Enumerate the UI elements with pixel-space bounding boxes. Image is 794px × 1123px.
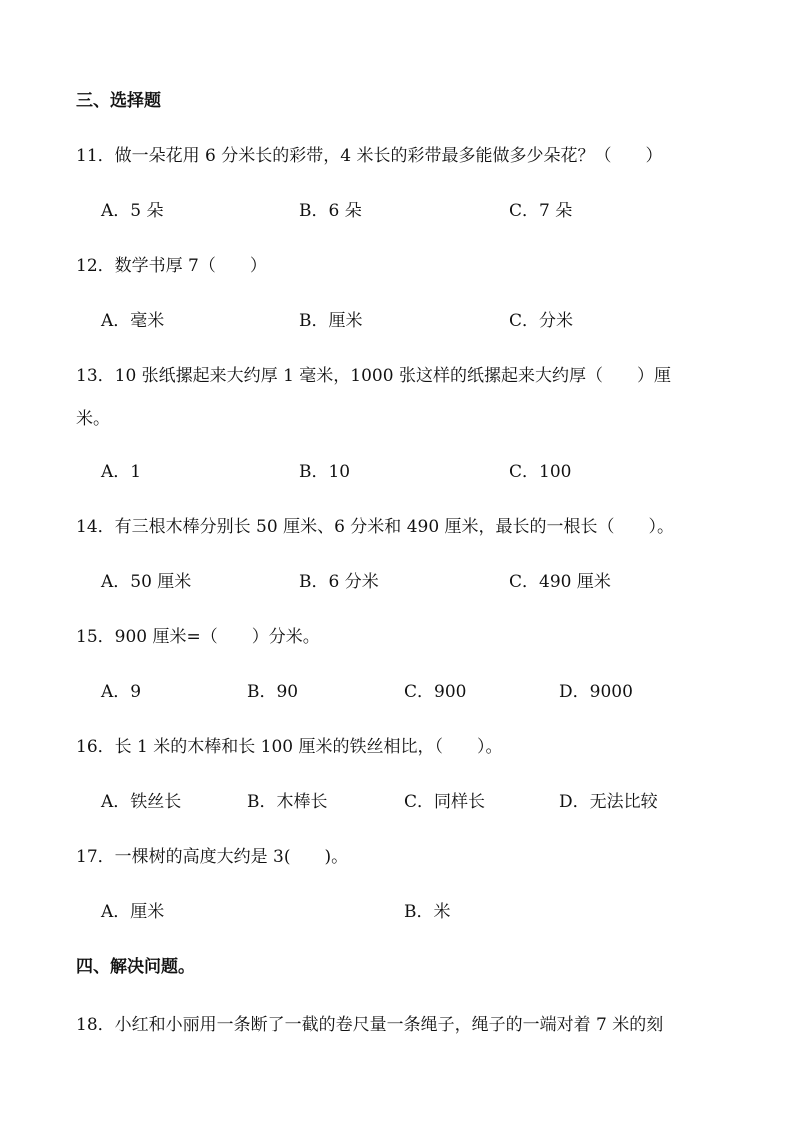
question-13-text-line2: 米。 xyxy=(76,409,110,429)
section-heading-choice: 三、选择题 xyxy=(76,91,161,111)
question-11-option-c[interactable]: C．7 朵 xyxy=(509,201,573,221)
question-13-option-b[interactable]: B．10 xyxy=(299,462,351,482)
question-14-text: 14．有三根木棒分别长 50 厘米、6 分米和 490 厘米，最长的一根长（ ）。 xyxy=(76,517,675,537)
section-heading-problem-solving: 四、解决问题。 xyxy=(76,957,195,977)
question-15-text: 15．900 厘米=（ ）分米。 xyxy=(76,627,320,647)
question-15-option-c[interactable]: C．900 xyxy=(404,682,467,702)
question-17-option-a[interactable]: A．厘米 xyxy=(101,902,165,922)
question-13-text-line1: 13．10 张纸摞起来大约厚 1 毫米，1000 张这样的纸摞起来大约厚（ ）厘 xyxy=(76,366,671,386)
question-18-text: 18．小红和小丽用一条断了一截的卷尺量一条绳子，绳子的一端对着 7 米的刻 xyxy=(76,1015,664,1035)
question-14-option-a[interactable]: A．50 厘米 xyxy=(101,572,192,592)
question-12-text: 12．数学书厚 7（ ） xyxy=(76,256,267,276)
question-12-option-a[interactable]: A．毫米 xyxy=(101,311,165,331)
question-12-option-c[interactable]: C．分米 xyxy=(509,311,574,331)
question-12-option-b[interactable]: B．厘米 xyxy=(299,311,363,331)
question-17-text: 17．一棵树的高度大约是 3( )。 xyxy=(76,847,349,867)
question-16-option-b[interactable]: B．木棒长 xyxy=(247,792,328,812)
question-15-option-a[interactable]: A．9 xyxy=(101,682,142,702)
question-16-option-d[interactable]: D．无法比较 xyxy=(559,792,658,812)
question-16-text: 16．长 1 米的木棒和长 100 厘米的铁丝相比，（ ）。 xyxy=(76,737,503,757)
question-13-option-c[interactable]: C．100 xyxy=(509,462,572,482)
question-16-option-a[interactable]: A．铁丝长 xyxy=(101,792,182,812)
question-15-option-d[interactable]: D．9000 xyxy=(559,682,633,702)
question-16-option-c[interactable]: C．同样长 xyxy=(404,792,486,812)
question-11-text: 11．做一朵花用 6 分米长的彩带，4 米长的彩带最多能做多少朵花？（ ） xyxy=(76,146,663,166)
question-14-option-b[interactable]: B．6 分米 xyxy=(299,572,379,592)
question-17-option-b[interactable]: B．米 xyxy=(404,902,451,922)
question-13-option-a[interactable]: A．1 xyxy=(101,462,142,482)
question-14-option-c[interactable]: C．490 厘米 xyxy=(509,572,611,592)
question-11-option-b[interactable]: B．6 朵 xyxy=(299,201,362,221)
question-15-option-b[interactable]: B．90 xyxy=(247,682,299,702)
question-11-option-a[interactable]: A．5 朵 xyxy=(101,201,164,221)
